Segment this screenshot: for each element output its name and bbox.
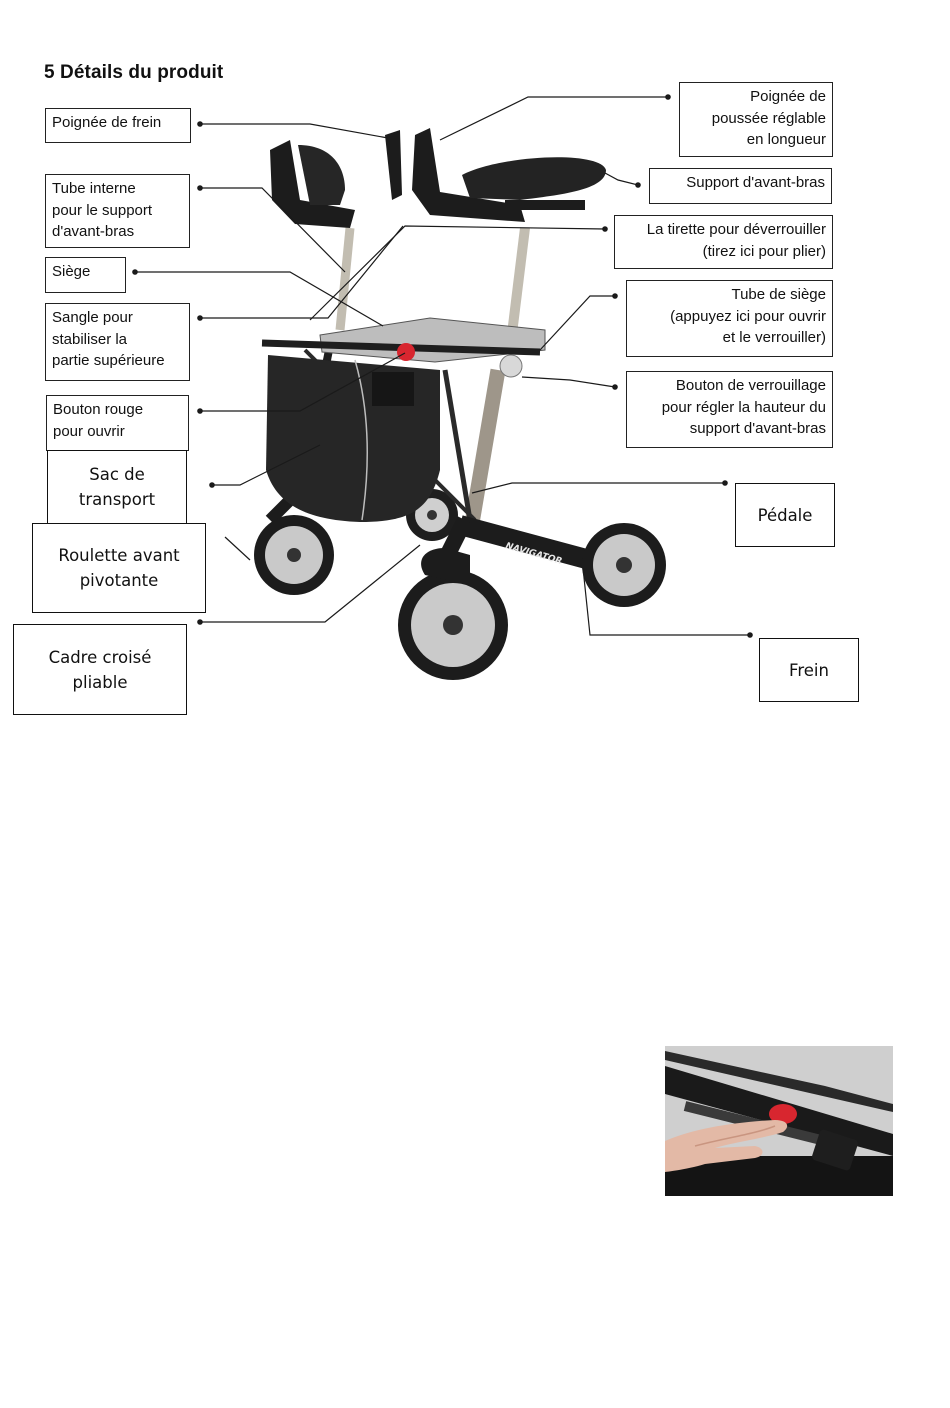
label-frein: Frein — [759, 638, 859, 702]
label-roulette-avant: Roulette avant pivotante — [32, 523, 206, 613]
label-bouton-verrouillage: Bouton de verrouillage pour régler la hauteur du support d'avant-bras — [626, 371, 833, 448]
label-poignee-poussee: Poignée de poussée réglable en longueur — [679, 82, 833, 157]
label-poignee-frein: Poignée de frein — [45, 108, 191, 143]
label-pedale: Pédale — [735, 483, 835, 547]
rear-swivel-wheel — [254, 515, 334, 595]
label-sac-transport: Sac de transport — [47, 450, 187, 524]
bag-illustration — [266, 355, 440, 522]
front-right-wheel — [582, 523, 666, 607]
red-button-photo — [665, 1046, 893, 1196]
brand-logo: NAVIGATOR — [504, 541, 564, 567]
label-sangle: Sangle pour stabiliser la partie supérieure — [45, 303, 190, 381]
red-button-photo-illustration — [665, 1046, 893, 1196]
label-tirette: La tirette pour déverrouiller (tirez ici pour plier) — [614, 215, 833, 269]
front-left-wheel — [398, 548, 508, 680]
label-cadre-croise: Cadre croisé pliable — [13, 624, 187, 715]
red-button-illustration — [397, 343, 415, 361]
label-tube-interne: Tube interne pour le support d'avant-bras — [45, 174, 190, 248]
label-siege: Siège — [45, 257, 126, 293]
label-bouton-rouge: Bouton rouge pour ouvrir — [46, 395, 189, 451]
label-tube-siege: Tube de siège (appuyez ici pour ouvrir et le verrouiller) — [626, 280, 833, 357]
label-support-avant-bras: Support d'avant-bras — [649, 168, 832, 204]
armrests-illustration — [270, 128, 606, 228]
section-title: 5 Détails du produit — [44, 62, 224, 83]
rollator-illustration — [254, 128, 666, 680]
